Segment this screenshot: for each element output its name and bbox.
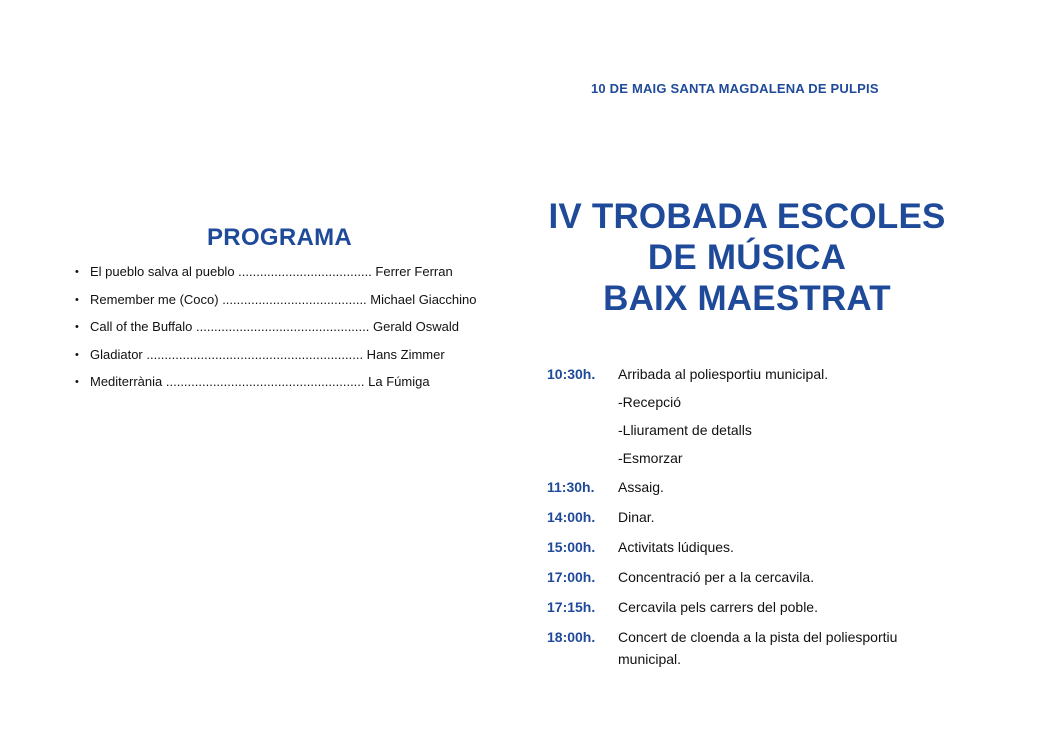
program-piece: El pueblo salva al pueblo ..................................... Ferrer Ferran [90,264,453,279]
schedule-activity: Concert de cloenda a la pista del poliesportiu municipal. [618,629,898,667]
program-item [75,346,505,374]
schedule-time: 17:15h. [547,599,596,615]
program-piece: Gladiator ............................................................ Hans Zimmer [90,346,445,362]
schedule-activity: -Esmorzar [618,450,683,466]
schedule-activity: -Recepció [618,394,682,410]
program-item [75,263,505,291]
program-piece: Call of the Buffalo ................................................ Gerald Oswald [90,319,459,334]
event-title [519,196,975,319]
program-list [75,263,505,401]
schedule-activity: -Lliurament de detalls [618,422,752,438]
bullet-icon: • [75,293,79,306]
schedule-activity: Cercavila pels carrers del poble. [618,599,818,615]
program-piece: Mediterrània ....................................................... La Fúmiga [90,374,430,389]
schedule-time: 10:30h. [547,366,596,382]
schedule-activity: Assaig. [618,479,664,495]
programa-title: PROGRAMA [207,224,353,251]
schedule-activity: Activitats lúdiques. [618,539,734,555]
program-piece: Remember me (Coco) ........................................ Michael Giacchino [90,291,477,307]
event-title-line: IV TROBADA ESCOLES [548,197,946,236]
schedule-activity: Concentració per a la cercavila. [618,569,815,585]
event-title-line: DE MÚSICA [647,238,847,277]
right-panel [519,0,1039,735]
schedule-time: 18:00h. [547,629,596,645]
schedule-time: 11:30h. [547,479,595,495]
program-item [75,318,505,346]
event-title-line: BAIX MAESTRAT [603,279,891,318]
event-date-location: 10 DE MAIG SANTA MAGDALENA DE PULPIS [591,81,879,96]
schedule-time: 15:00h. [547,539,596,555]
bullet-icon: • [75,321,79,333]
schedule-activity: Dinar. [618,509,655,525]
program-item [75,291,505,319]
schedule-activity: Arribada al poliesportiu municipal. [618,366,829,382]
bullet-icon: • [75,348,79,361]
schedule-time: 14:00h. [547,509,596,525]
schedule-time: 17:00h. [547,569,596,585]
bullet-icon: • [75,376,79,388]
bullet-icon: • [75,266,79,278]
program-item [75,373,505,401]
